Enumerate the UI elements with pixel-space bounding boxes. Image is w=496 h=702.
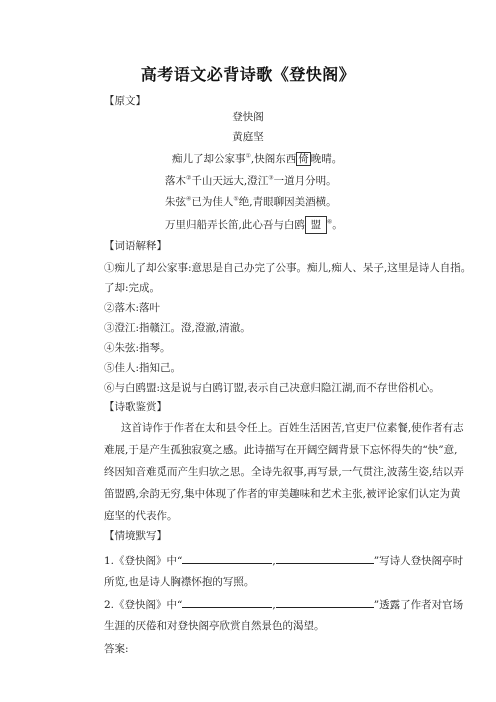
poem-line-3: 朱弦④已为佳人⑤绝,青眼聊因美酒横。 (165, 195, 337, 208)
poem-line-1: 痴儿了却公家事①,快阁东西 倚 晚晴。 (172, 152, 343, 165)
dictation-question-2: 2.《登快阁》中“ , ”透露了作者对官场 (104, 596, 394, 612)
poem-author: 黄庭坚 (232, 131, 264, 143)
appreciation-line: 这首诗作于作者在太和县令任上。百姓生活困苦,官吏尸位素餐,使作者有志 (121, 422, 464, 434)
dictation-question-1: 1.《登快阁》中“ , ”写诗人登快阁亭时 (104, 552, 394, 568)
answer-blank[interactable] (182, 596, 272, 608)
footnote-marker: ④ (186, 195, 192, 203)
footnote-marker: ① (245, 152, 251, 160)
glossary-item: 了却:完成。 (104, 282, 161, 294)
appreciation-line: 庭坚的代表作。 (104, 510, 178, 522)
answer-blank[interactable] (182, 552, 272, 564)
answer-label: 答案: (104, 643, 129, 655)
poem-line-2: 落木②千山天远大,澄江③一道月分明。 (165, 174, 337, 187)
dictation-question-2-cont: 生涯的厌倦和对登快阁亭欣赏自然景色的渴望。 (104, 620, 325, 632)
glossary-item: ②落木:落叶 (104, 302, 161, 314)
section-dictation-heading: 【情境默写】 (104, 530, 167, 542)
answer-blank[interactable] (276, 552, 374, 564)
page-title: 高考语文必背诗歌《登快阁》 (140, 65, 356, 84)
footnote-marker: ③ (268, 174, 274, 182)
glossary-item: ③澄江:指赣江。澄,澄澈,清澈。 (104, 322, 251, 334)
glossary-item: ①痴儿了却公家事:意思是自己办完了公事。痴儿,痴人、呆子,这里是诗人自指。 (104, 262, 472, 274)
glossary-item: ⑥与白鸥盟:这是说与白鸥订盟,表示自己决意归隐江湖,而不存世俗机心。 (104, 382, 440, 394)
poem-line-4: 万里归船弄长笛,此心吾与白鸥 盟 ⑥。 (165, 216, 343, 234)
section-glossary-heading: 【词语解释】 (104, 240, 167, 252)
boxed-character: 倚 (298, 153, 309, 165)
footnote-marker: ⑥ (326, 218, 333, 226)
appreciation-line: 难展,于是产生孤独寂寞之感。此诗描写在开阔空阔背景下忘怀得失的“快”意, (104, 444, 458, 456)
appreciation-line: 笛盟鸥,余韵无穷,集中体现了作者的审美趣味和艺术主张,被评论家们认定为黄 (104, 488, 461, 500)
appreciation-line: 终因知音难觅而产生归欤之思。全诗先叙事,再写景,一气贯注,波荡生姿,结以弄 (104, 466, 464, 478)
poem-title: 登快阁 (232, 111, 264, 123)
glossary-item: ⑤佳人:指知己。 (104, 362, 182, 374)
boxed-character: 盟 (305, 216, 327, 234)
dictation-question-1-cont: 所览,也是诗人胸襟怀抱的写照。 (104, 576, 255, 588)
glossary-item: ④朱弦:指琴。 (104, 342, 171, 354)
answer-blank[interactable] (276, 596, 374, 608)
footnote-marker: ② (186, 174, 192, 182)
section-original-heading: 【原文】 (104, 95, 146, 107)
footnote-marker: ⑤ (233, 195, 239, 203)
section-appreciation-heading: 【诗歌鉴赏】 (104, 401, 167, 413)
